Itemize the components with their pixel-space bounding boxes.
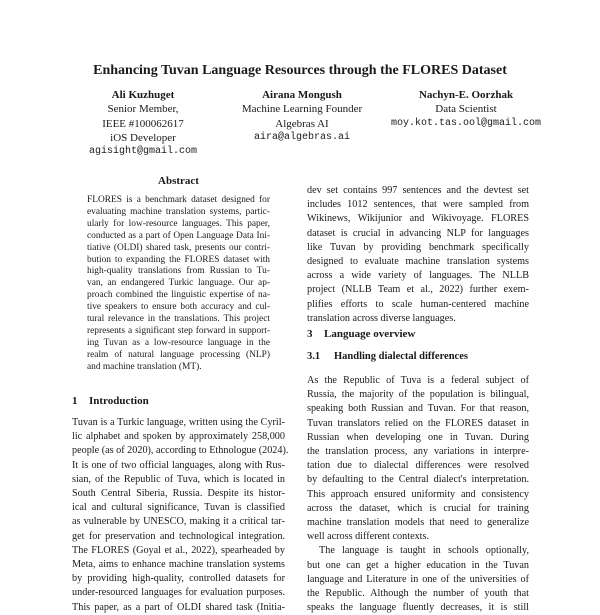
- body-line: by providing high-quality, controlled datasets for: [72, 573, 285, 585]
- section-title: Language overview: [324, 328, 416, 340]
- author-affiliation-line: Data Scientist: [435, 103, 497, 116]
- author-affiliation-line: Machine Learning Founder: [241, 103, 363, 116]
- abstract-line: and machine translation (MT).: [87, 361, 202, 372]
- introduction-body: [72, 416, 289, 615]
- abstract-line: conducted as a part of Open Language Data Ini-: [87, 230, 270, 241]
- body-line: language and Literature in one of the universities of: [307, 573, 529, 585]
- body-line: across the dataset, which is crucial for training: [307, 502, 529, 514]
- body-line: designed to evaluate machine translation systems: [307, 256, 529, 268]
- body-line: as vulnerable by UNESCO, making it a critical tar-: [72, 516, 285, 528]
- abstract-line: ularly for low-resource languages. This paper,: [87, 218, 270, 229]
- author-name: Nachyn-E. Oorzhak: [418, 89, 514, 101]
- body-line: the Republic. Although the number of youth that: [307, 588, 529, 600]
- body-line: but one can get a higher education in the Tuvan: [307, 559, 529, 571]
- author-email[interactable]: agisight@gmail.com: [88, 146, 198, 158]
- abstract-line: realm of natural language processing (NLP): [87, 349, 270, 360]
- section-3-heading: [307, 328, 415, 340]
- section-3-1-body: [307, 374, 529, 615]
- body-line: Wikinews, Wikijunior and Wikivoyage. FLORES: [307, 213, 529, 225]
- abstract-line: tiative (OLDI) shared task, presents our contri-: [87, 242, 270, 253]
- body-line: speaks the language fluently decreases, it is still: [307, 602, 529, 614]
- author-email[interactable]: moy.kot.tas.ool@gmail.com: [390, 117, 542, 129]
- body-line: like Tuvan by providing benchmark specifically: [307, 241, 529, 253]
- body-line: project (NLLB Team et al., 2022) further exem-: [307, 284, 529, 296]
- body-line: plifies efforts to scale human-centered machine: [307, 298, 529, 310]
- section-number: 3: [307, 328, 313, 340]
- abstract-line: ing Tuvan as a low-resource language in the: [87, 337, 270, 348]
- abstract-line: FLORES is a benchmark dataset designed for: [87, 195, 270, 205]
- subsection-3-1-heading: [307, 351, 468, 362]
- body-line: translation across diverse languages.: [307, 312, 456, 324]
- abstract-heading: Abstract: [158, 175, 199, 187]
- body-line: well across different contexts.: [307, 531, 430, 543]
- abstract-line: proach combined the linguistic expertise of na-: [87, 290, 270, 301]
- body-line: This paper, as a part of OLDI shared task (Initia-: [72, 601, 285, 613]
- body-line: South Central Siberia, Russia. Despite its histor-: [72, 488, 285, 500]
- author-affiliation-line: Algebras AI: [275, 117, 329, 130]
- body-line: tation due to dialectal differences were resolved: [307, 460, 529, 472]
- paper-title: Enhancing Tuvan Language Resources through the FLORES Dataset: [93, 63, 507, 78]
- author-name: Ali Kuzhuget: [111, 89, 175, 101]
- body-line: The language is taught in schools optionally,: [319, 545, 529, 557]
- author-affiliation-line: IEEE #100062617: [102, 117, 184, 130]
- body-line: Tuvan is a Turkic language, written using the Cyril-: [72, 417, 285, 428]
- subsection-title: Handling dialectal differences: [334, 351, 468, 362]
- author-block-3: [386, 88, 546, 131]
- body-line: The FLORES (Goyal et al., 2022), spearheaded by: [72, 544, 285, 556]
- abstract-line: bution to expanding the FLORES dataset with: [87, 254, 270, 265]
- body-line: under-resourced languages for evaluation purposes.: [72, 587, 285, 599]
- body-line: people (as of 2020), according to Ethnologue (2024).: [72, 445, 289, 457]
- body-line: Meta, aims to enhance machine translation systems: [72, 559, 285, 571]
- abstract-line: tural relevance in the translations. This project: [87, 314, 270, 325]
- abstract-body: [87, 195, 270, 374]
- abstract-line: evaluating machine translation systems, partic-: [87, 206, 270, 217]
- right-column-paragraph: [307, 184, 529, 326]
- abstract-line: tive speakers to ensure both accuracy and cul-: [87, 302, 270, 313]
- body-line: machine translation models that need to generalize: [307, 517, 529, 529]
- body-line: the translation process, any variations in interpre-: [307, 446, 529, 458]
- body-line: by defaulting to the Central dialect's interpretation.: [307, 474, 529, 486]
- body-line: across a wide variety of languages. The NLLB: [307, 270, 529, 282]
- body-line: Tuvan translators relied on the FLORES dataset in: [307, 417, 529, 429]
- section-number: 1: [72, 395, 78, 407]
- body-line: speaking both Russian and Tuvan. For that reason,: [307, 403, 529, 415]
- author-email[interactable]: aira@algebras.ai: [253, 131, 350, 143]
- body-line: dev set contains 997 sentences and the devtest set: [307, 185, 529, 196]
- body-line: Russia, the majority of the population is bilingual,: [307, 389, 529, 401]
- abstract-line: van, an endangered Turkic language. Our ap-: [87, 278, 270, 289]
- body-line: get for preservation and technological integration.: [72, 530, 285, 542]
- author-block-2: [222, 88, 382, 145]
- author-name: Airana Mongush: [262, 89, 342, 101]
- abstract-line: high-quality translations from Russian to Tu-: [87, 266, 270, 277]
- body-line: Russian when developing one in Tuvan. During: [307, 431, 529, 443]
- abstract-line: represents a significant step forward in support-: [87, 325, 270, 336]
- body-line: As the Republic of Tuva is a federal subject of: [307, 375, 529, 386]
- body-line: It is one of two official languages, along with Rus-: [72, 459, 285, 471]
- section-title: Introduction: [89, 395, 149, 407]
- author-affiliation-line: iOS Developer: [110, 131, 176, 144]
- author-block-1: [78, 88, 208, 159]
- body-line: sian, of the Republic of Tuva, which is located in: [72, 473, 285, 485]
- body-line: This approach ensured uniformity and consistency: [307, 488, 529, 500]
- body-line: includes 1012 sentences, that were sampled from: [307, 199, 529, 211]
- body-line: lic alphabet and spoken by approximately 258,000: [72, 431, 285, 443]
- subsection-number: 3.1: [307, 351, 321, 362]
- body-line: dataset is crucial in advancing NLP for languages: [307, 227, 529, 239]
- author-affiliation-line: Senior Member,: [107, 103, 179, 116]
- body-line: ical and cultural significance, Tuvan is classified: [72, 502, 285, 514]
- section-1-heading: [72, 395, 149, 407]
